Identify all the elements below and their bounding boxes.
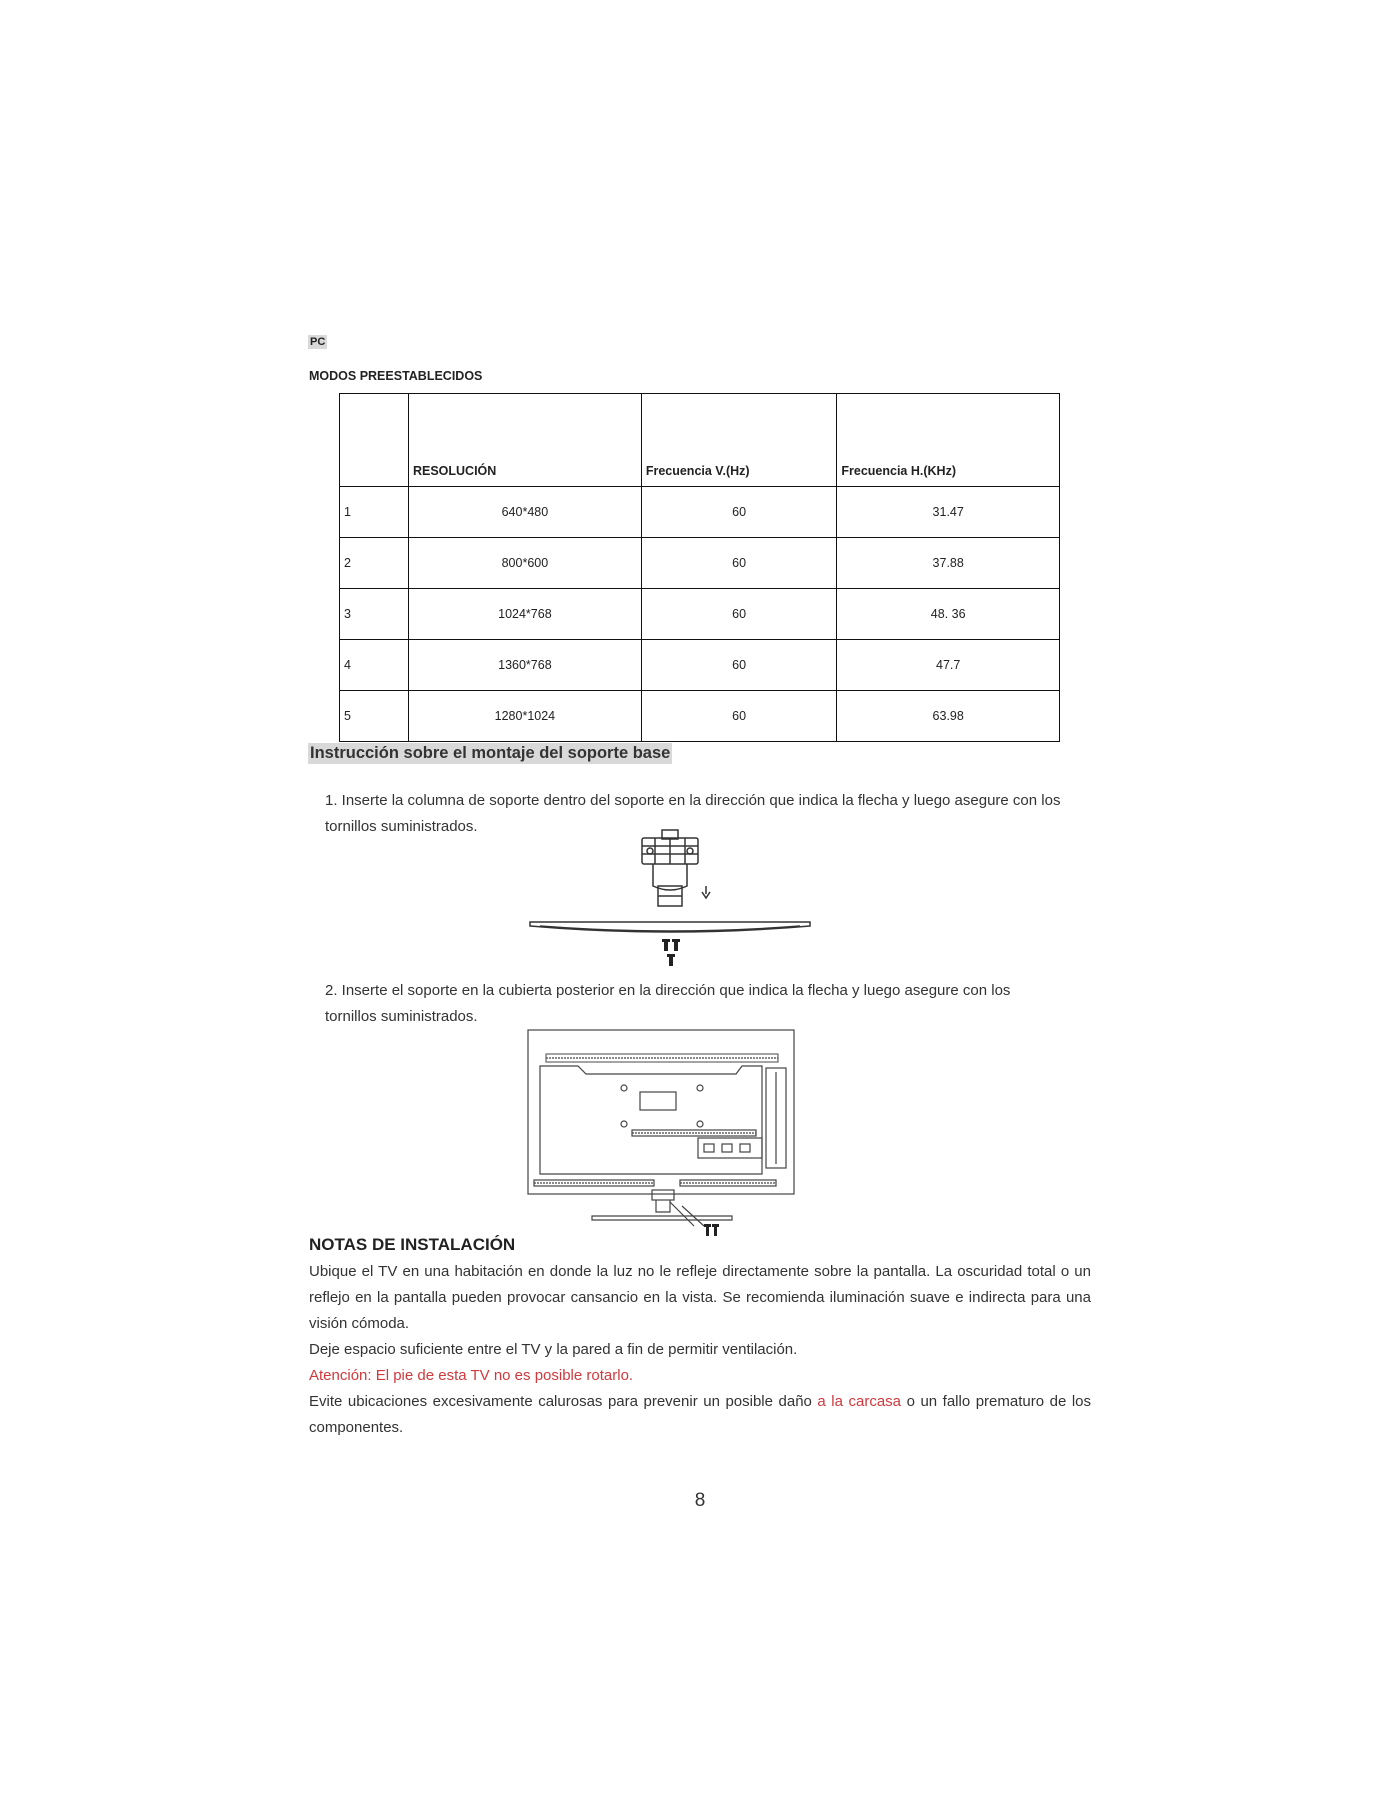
preset-modes-table	[339, 393, 1060, 742]
table-cell: 60	[641, 640, 837, 691]
table-header-row	[340, 394, 1060, 487]
notes-heat-text-highlight: a la carcasa	[817, 1393, 902, 1410]
table-cell: 31.47	[837, 487, 1060, 538]
notes-paragraph-lighting: Ubique el TV en una habitación en donde la luz no le refleje directamente sobre la pantalla. La oscuridad total o un reflejo en la pantalla pueden provocar cansancio en la vista. Se recomienda iluminación suave e indirecta para una visión cómoda.	[309, 1263, 1091, 1332]
modes-title: MODOS PREESTABLECIDOS	[309, 369, 483, 383]
notes-heat-text-start: Evite ubicaciones excesivamente calurosas para prevenir un posible daño	[309, 1393, 818, 1410]
table-cell: 60	[641, 538, 837, 589]
table-cell: 2	[340, 538, 409, 589]
notes-paragraph-heat	[309, 1389, 1091, 1441]
table-row	[340, 487, 1060, 538]
table-cell: 640*480	[408, 487, 641, 538]
table-cell: 800*600	[408, 538, 641, 589]
table-row	[340, 691, 1060, 742]
notes-paragraph-ventilation: Deje espacio suficiente entre el TV y la pared a fin de permitir ventilación.	[309, 1341, 798, 1358]
table-cell: 63.98	[837, 691, 1060, 742]
page-number: 8	[694, 1490, 706, 1511]
step-1-text: 1. Inserte la columna de soporte dentro del soporte en la dirección que indica la flecha y luego asegure con los tornillos suministrados.	[325, 792, 1061, 835]
table-cell: 48. 36	[837, 589, 1060, 640]
table-cell: 60	[641, 487, 837, 538]
table-header-hfreq: Frecuencia H.(KHz)	[837, 394, 1060, 487]
step-2-text: 2. Inserte el soporte en la cubierta posterior en la dirección que indica la flecha y luego asegure con los tornillos suministrados.	[325, 982, 1011, 1025]
table-cell: 1	[340, 487, 409, 538]
table-cell: 5	[340, 691, 409, 742]
table-header-index	[340, 394, 409, 487]
table-cell: 1360*768	[408, 640, 641, 691]
table-header-resolution: RESOLUCIÓN	[408, 394, 641, 487]
table-cell: 47.7	[837, 640, 1060, 691]
table-cell: 1024*768	[408, 589, 641, 640]
table-cell: 1280*1024	[408, 691, 641, 742]
table-cell: 4	[340, 640, 409, 691]
table-row	[340, 538, 1060, 589]
pc-label: PC	[310, 336, 326, 348]
table-row	[340, 589, 1060, 640]
tv-back-cover-figure	[522, 1026, 802, 1240]
notes-heat-text-end: o un fallo prematuro de los componentes.	[309, 1393, 1091, 1436]
table-row	[340, 640, 1060, 691]
table-cell: 60	[641, 589, 837, 640]
table-header-vfreq: Frecuencia V.(Hz)	[641, 394, 837, 487]
stand-assembly-heading: Instrucción sobre el montaje del soporte base	[310, 744, 671, 762]
stand-column-figure	[520, 826, 820, 972]
table-cell: 3	[340, 589, 409, 640]
notes-warning: Atención: El pie de esta TV no es posible rotarlo.	[309, 1367, 634, 1384]
table-cell: 37.88	[837, 538, 1060, 589]
installation-notes	[309, 1259, 1091, 1441]
table-cell: 60	[641, 691, 837, 742]
installation-notes-title: NOTAS DE INSTALACIÓN	[309, 1235, 516, 1254]
